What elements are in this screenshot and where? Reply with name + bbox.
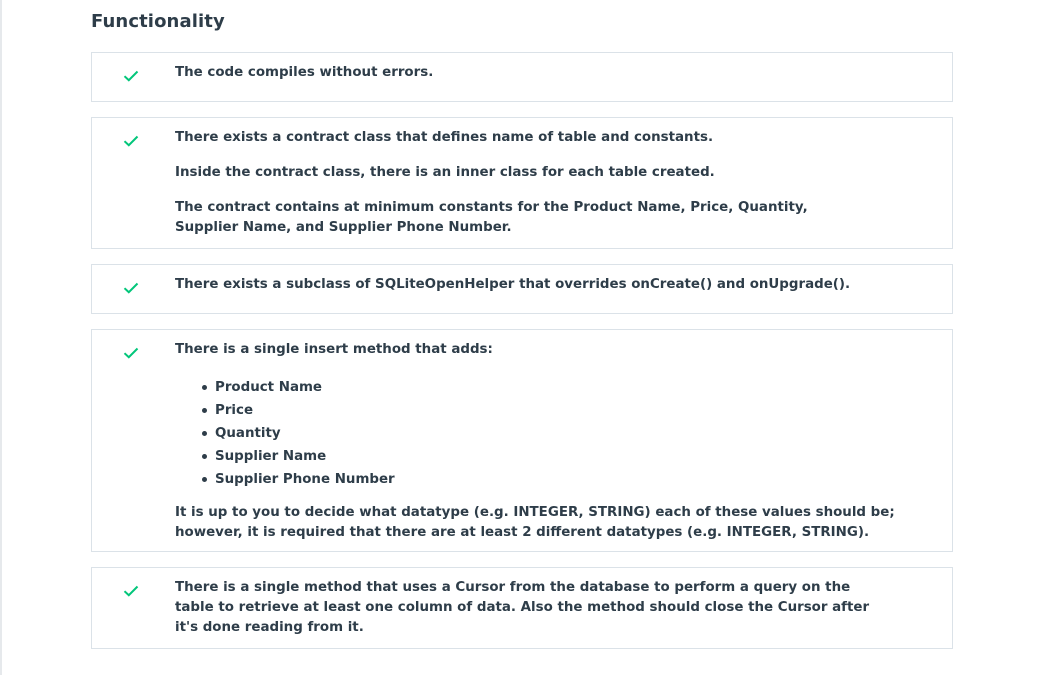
criterion-paragraph: The contract contains at minimum constants for the Product Name, Price, Quantity, Supplier Name, and Supplier Phone Number. (175, 200, 808, 235)
criterion-card (91, 52, 953, 102)
criterion-paragraph: There is a single method that uses a Cursor from the database to perform a query on the table to retrieve at least one column of data. Also the method should close the Cursor after it's done reading from it. (175, 580, 870, 635)
list-item: Supplier Name (215, 445, 895, 468)
criterion-text (175, 128, 865, 238)
criterion-paragraph: Inside the contract class, there is an inner class for each table created. (175, 165, 715, 180)
criterion-paragraph: There exists a contract class that defines name of table and constants. (175, 130, 714, 145)
checkmark-icon (123, 135, 139, 147)
section-title: Functionality (91, 11, 225, 32)
list-item: Product Name (215, 376, 895, 399)
list-item: Price (215, 399, 895, 422)
checkmark-icon (123, 282, 139, 294)
criterion-text (175, 578, 870, 638)
criterion-card (91, 117, 953, 249)
criterion-text (175, 275, 875, 295)
checkmark-icon (123, 347, 139, 359)
criterion-paragraph: The code compiles without errors. (175, 65, 434, 80)
criterion-text (175, 340, 895, 543)
left-border (0, 0, 2, 675)
required-fields-list (175, 376, 895, 491)
criterion-card (91, 264, 953, 314)
criterion-paragraph: There is a single insert method that adds: (175, 342, 493, 357)
list-item: Quantity (215, 422, 895, 445)
criterion-paragraph: There exists a subclass of SQLiteOpenHelper that overrides onCreate() and onUpgrade(). (175, 277, 851, 292)
criterion-text (175, 63, 875, 83)
checkmark-icon (123, 70, 139, 82)
criterion-card (91, 329, 953, 552)
criterion-card (91, 567, 953, 649)
list-item: Supplier Phone Number (215, 468, 895, 491)
checkmark-icon (123, 585, 139, 597)
criterion-paragraph: It is up to you to decide what datatype (e.g. INTEGER, STRING) each of these values should be; however, it is required that there are at least 2 different datatypes (e.g. INTEGER, STRING). (175, 505, 895, 540)
